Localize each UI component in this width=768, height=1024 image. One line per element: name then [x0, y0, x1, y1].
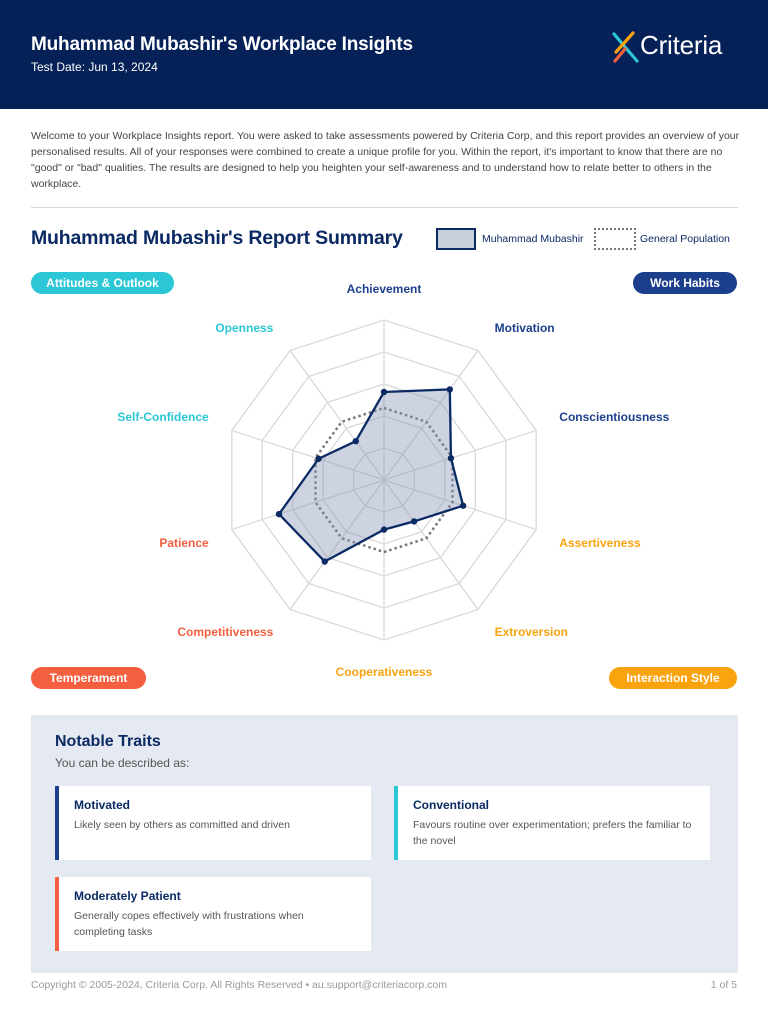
trait-description: Generally copes effectively with frustrations when completing tasks [74, 910, 304, 938]
axis-label-cooperativeness: Cooperativeness [335, 665, 433, 679]
report-title: Muhammad Mubashir's Workplace Insights [31, 34, 413, 55]
axis-label-extroversion: Extroversion [494, 625, 568, 640]
axis-label-achievement: Achievement [346, 282, 422, 296]
axis-label-self-confidence: Self-Confidence [117, 409, 209, 424]
axis-label-patience: Patience [159, 536, 209, 551]
data-point-openness [353, 438, 359, 444]
data-point-cooperativeness [381, 526, 387, 532]
trait-description: Likely seen by others as committed and driven [74, 819, 290, 831]
trait-description: Favours routine over experimentation; prefers the familiar to the novel [413, 819, 692, 847]
traits-subtitle: You can be described as: [55, 756, 190, 770]
axis-label-conscientiousness: Conscientiousness [559, 409, 670, 424]
page-number: 1 of 5 [710, 979, 737, 991]
data-point-patience [276, 511, 282, 517]
trait-title: Moderately Patient [74, 889, 181, 903]
legend-label-population: General Population [640, 233, 730, 245]
logo-wordmark: Criteria [640, 30, 723, 60]
footer-copyright: Copyright © 2005-2024, Criteria Corp. All Rights Reserved • au.support@criteriacorp.com [31, 979, 448, 991]
trait-color-bar [55, 877, 59, 951]
data-point-achievement [381, 389, 387, 395]
data-point-extroversion [411, 518, 417, 524]
trait-title: Conventional [413, 798, 490, 812]
series-muhammad-mubashir [279, 389, 463, 561]
intro-paragraph: Welcome to your Workplace Insights report. You were asked to take assessments powered by Criteria Corp, and this report provides an overview of your personalised results. All of your responses were combined to create a unique profile for you. Within the report, it's important to know that there are no "good" or "bad" qualities. The results are designed to help you heighten your self-awareness and to understand how to relate better to others in the workplace. [31, 130, 740, 190]
trait-card-moderately-patient [55, 877, 371, 951]
data-point-conscientiousness [448, 455, 454, 461]
axis-label-openness: Openness [215, 320, 274, 335]
axis-label-competitiveness: Competitiveness [177, 625, 274, 640]
data-point-motivation [447, 386, 453, 392]
test-date: Test Date: Jun 13, 2024 [31, 60, 158, 74]
summary-title: Muhammad Mubashir's Report Summary [31, 227, 403, 249]
notable-traits-panel [31, 715, 738, 973]
axis-label-assertiveness: Assertiveness [559, 536, 641, 551]
trait-color-bar [394, 786, 398, 860]
data-point-self-confidence [315, 456, 321, 462]
data-point-assertiveness [460, 503, 466, 509]
category-pill-temperament: Temperament [31, 667, 146, 689]
category-pill-attitudes: Attitudes & Outlook [31, 272, 174, 294]
axis-label-motivation: Motivation [494, 320, 555, 335]
trait-title: Motivated [74, 798, 131, 812]
trait-card-motivated [55, 786, 371, 860]
data-point-competitiveness [322, 558, 328, 564]
category-pill-work-habits: Work Habits [633, 272, 737, 294]
trait-color-bar [55, 786, 59, 860]
traits-title: Notable Traits [55, 733, 161, 750]
category-pill-interaction: Interaction Style [609, 667, 737, 689]
legend-label-person: Muhammad Mubashir [482, 233, 584, 245]
trait-card-conventional [394, 786, 710, 860]
